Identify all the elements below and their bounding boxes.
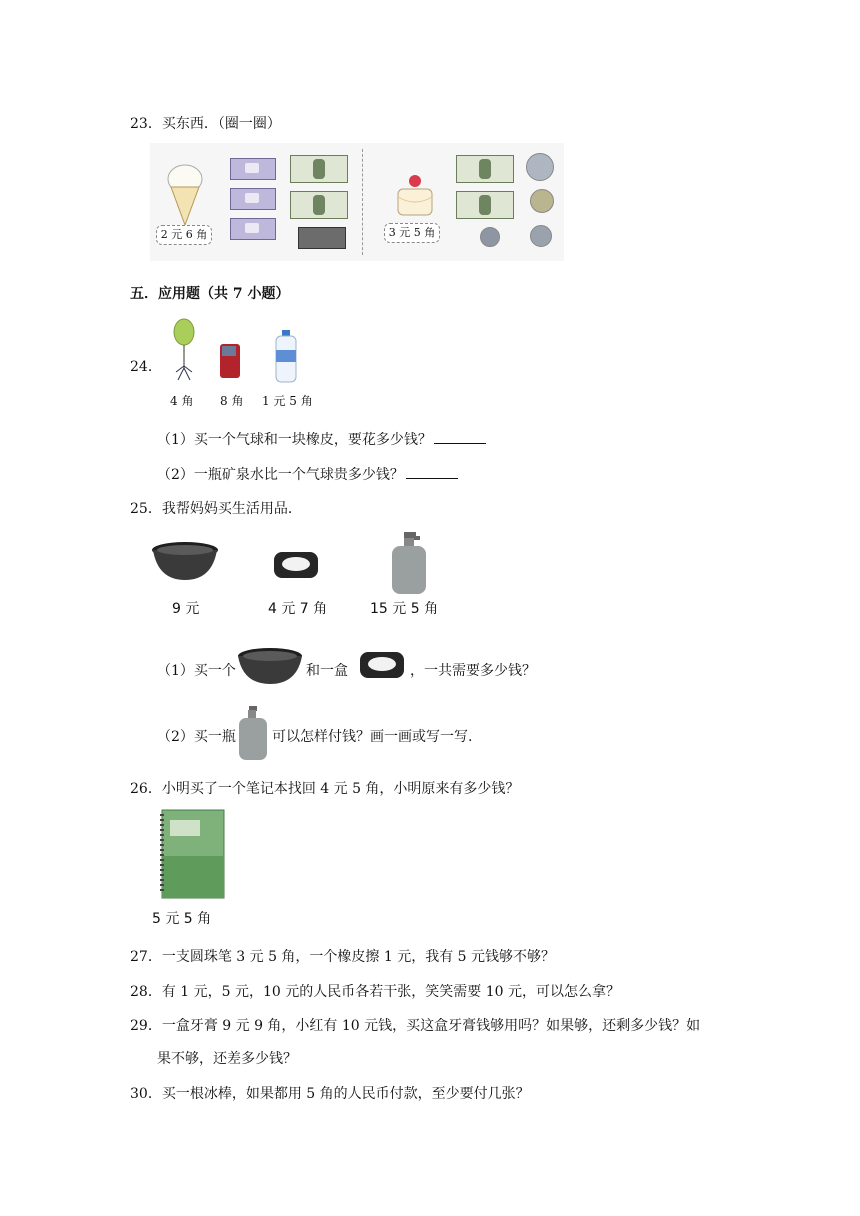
q25-sub2 bbox=[157, 726, 236, 746]
question-30: 30．买一根冰棒，如果都用 5 角的人民币付款，至少要付几张？ bbox=[130, 1086, 530, 1102]
divider bbox=[362, 149, 363, 255]
bowl-icon bbox=[150, 540, 220, 582]
yuan-note-4 bbox=[456, 191, 514, 219]
balloon-price: 4 角 bbox=[170, 394, 194, 408]
jiao-note-3 bbox=[230, 218, 276, 240]
question-23: 23．买东西．（圈一圈） bbox=[130, 116, 281, 132]
q26-picture bbox=[150, 806, 234, 930]
jiao-note-1 bbox=[230, 158, 276, 180]
coin-2 bbox=[530, 189, 554, 213]
notebook-icon bbox=[154, 808, 226, 900]
coin-4 bbox=[530, 225, 552, 247]
q24-picture bbox=[158, 314, 318, 412]
q24-sub2 bbox=[157, 464, 458, 484]
notebook-price: 5 元 5 角 bbox=[152, 911, 212, 927]
eraser-price: 8 角 bbox=[220, 394, 244, 408]
ice-cream-icon bbox=[162, 161, 208, 227]
price-tag-right: 3 元 5 角 bbox=[384, 223, 440, 243]
question-24-number: 24． bbox=[130, 359, 162, 375]
q25-sub1-b: 和一盒 bbox=[306, 663, 348, 679]
bottle-price: 1 元 5 角 bbox=[262, 394, 313, 408]
soap-bottle-icon bbox=[388, 532, 432, 596]
yuan-note-3 bbox=[456, 155, 514, 183]
answer-blank-2[interactable] bbox=[406, 466, 458, 479]
water-bottle-icon bbox=[272, 330, 300, 384]
bowl-price: 9 元 bbox=[172, 601, 200, 617]
q25-sub1 bbox=[157, 660, 236, 680]
q25-sub2-a: （2）买一瓶 bbox=[157, 729, 236, 745]
question-28: 28．有 1 元，5 元，10 元的人民币各若干张，笑笑需要 10 元，可以怎么拿？ bbox=[130, 984, 620, 1000]
question-29-line1: 29．一盒牙膏 9 元 9 角，小红有 10 元钱，买这盒牙膏钱够用吗？如果够，还剩多少钱？如 bbox=[130, 1018, 701, 1034]
coin-3 bbox=[480, 227, 500, 247]
price-tag-left: 2 元 6 角 bbox=[156, 225, 212, 245]
small-soap-bottle-icon bbox=[236, 706, 270, 762]
answer-blank-1[interactable] bbox=[434, 431, 486, 444]
small-bowl-icon bbox=[234, 646, 306, 686]
yuan-note-2 bbox=[290, 191, 348, 219]
section-title: 五．应用题（共 7 小题） bbox=[130, 286, 290, 302]
jiao-note-2 bbox=[230, 188, 276, 210]
question-27: 27．一支圆珠笔 3 元 5 角，一个橡皮擦 1 元，我有 5 元钱够不够？ bbox=[130, 949, 556, 965]
small-soap-box-icon bbox=[358, 648, 406, 682]
soap-box-price: 4 元 7 角 bbox=[268, 601, 328, 617]
coin-1 bbox=[526, 153, 554, 181]
soap-bottle-price: 15 元 5 角 bbox=[370, 601, 439, 617]
q25-picture bbox=[148, 532, 440, 622]
soap-box-icon bbox=[272, 548, 320, 582]
question-29-line2: 果不够，还差多少钱？ bbox=[157, 1051, 297, 1067]
dark-note bbox=[298, 227, 346, 249]
shopping-picture bbox=[150, 143, 564, 261]
question-25: 25．我帮妈妈买生活用品． bbox=[130, 501, 302, 517]
q24-sub2-text: （2）一瓶矿泉水比一个气球贵多少钱？ bbox=[157, 467, 404, 483]
q25-sub1-c: ，一共需要多少钱？ bbox=[410, 663, 536, 679]
yuan-note-1 bbox=[290, 155, 348, 183]
q25-sub2-b: 可以怎样付钱？画一画或写一写. bbox=[272, 729, 473, 745]
q25-sub1-a: （1）买一个 bbox=[157, 663, 236, 679]
question-26: 26．小明买了一个笔记本找回 4 元 5 角，小明原来有多少钱？ bbox=[130, 781, 520, 797]
balloon-icon bbox=[164, 316, 200, 384]
q24-sub1 bbox=[157, 429, 486, 449]
eraser-icon bbox=[218, 342, 242, 382]
cake-icon bbox=[392, 173, 438, 221]
q24-sub1-text: （1）买一个气球和一块橡皮，要花多少钱？ bbox=[157, 432, 432, 448]
